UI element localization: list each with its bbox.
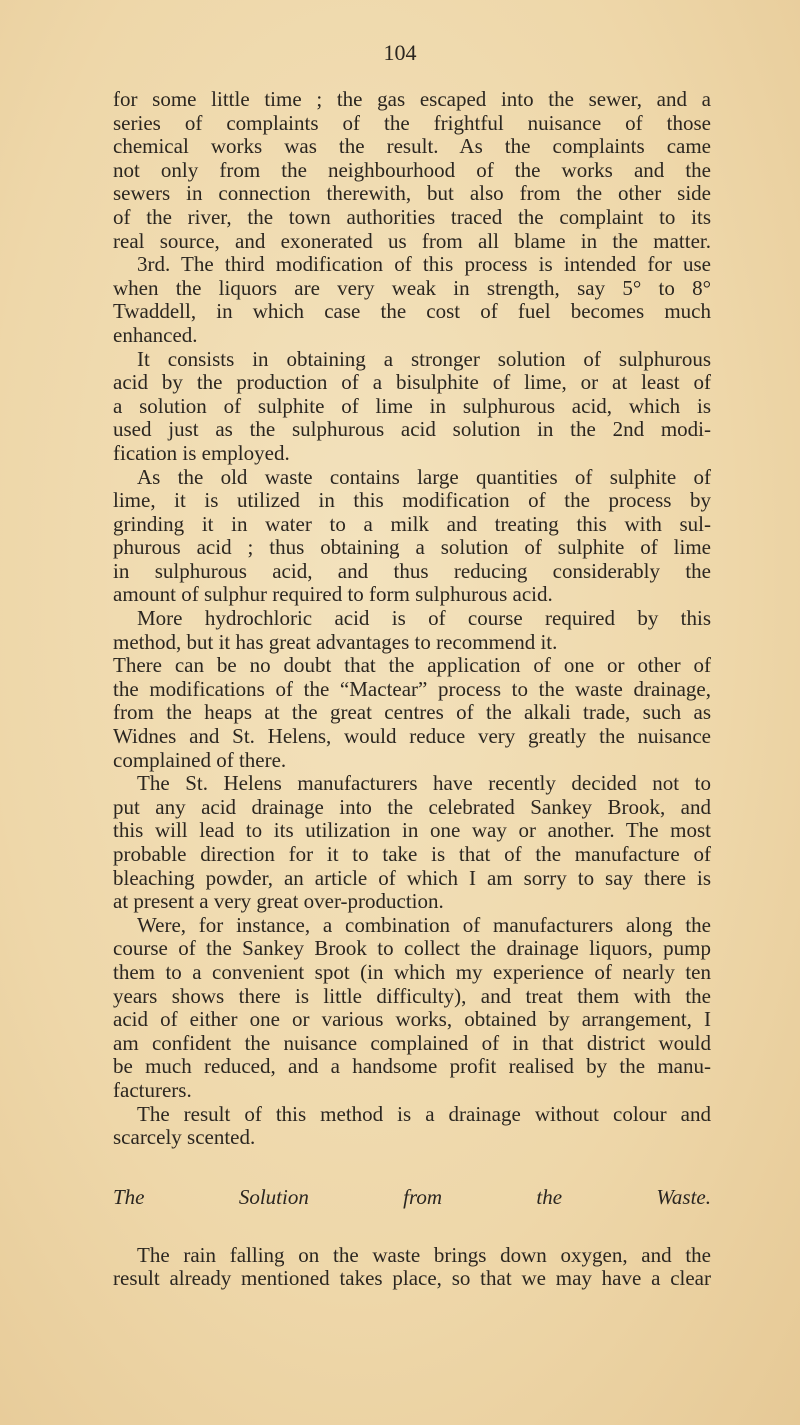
text-line: fication is employed. — [113, 440, 290, 465]
text-line: bleaching powder, an article of which I am sorry to say there is — [113, 865, 711, 890]
text-line: a solution of sulphite of lime in sulphurous acid, which is — [113, 393, 711, 418]
text-line: of the river, the town authorities traced the complaint to its — [113, 204, 711, 229]
body-text — [113, 88, 711, 1291]
text-line: am confident the nuisance complained of in that district would — [113, 1030, 711, 1055]
text-line: More hydrochloric acid is of course required by this — [137, 606, 711, 631]
text-line: sewers in connection therewith, but also from the other side — [113, 181, 711, 206]
text-line: enhanced. — [113, 322, 198, 347]
text-line: from the heaps at the great centres of the alkali trade, such as — [113, 700, 711, 725]
text-line: scarcely scented. — [113, 1125, 256, 1150]
text-line: when the liquors are very weak in strength, say 5° to 8° — [113, 275, 711, 300]
text-line: be much reduced, and a handsome profit realised by the manu- — [113, 1054, 711, 1079]
text-line: There can be no doubt that the application of one or other of — [113, 653, 711, 678]
text-line: method, but it has great advantages to recommend it. — [113, 629, 558, 654]
text-line: series of complaints of the frightful nuisance of those — [113, 110, 711, 135]
text-line: used just as the sulphurous acid solution in the 2nd modi- — [113, 417, 711, 442]
text-line: It consists in obtaining a stronger solution of sulphurous — [137, 346, 711, 371]
text-line: put any acid drainage into the celebrated Sankey Brook, and — [113, 794, 711, 819]
text-line: phurous acid ; thus obtaining a solution of sulphite of lime — [113, 535, 711, 560]
text-line: acid by the production of a bisulphite of lime, or at least of — [113, 370, 711, 395]
text-line: for some little time ; the gas escaped into the sewer, and a — [113, 87, 711, 111]
text-line: chemical works was the result. As the complaints came — [113, 134, 711, 159]
page-number: 104 — [383, 40, 417, 65]
text-line: facturers. — [113, 1077, 192, 1102]
text-line: the modifications of the “Mactear” process to the waste drainage, — [113, 676, 711, 701]
text-line: result already mentioned takes place, so that we may have a clear — [113, 1266, 711, 1291]
text-line: probable direction for it to take is that of the manufacture of — [113, 842, 711, 866]
text-line: not only from the neighbourhood of the works and the — [113, 157, 711, 182]
text-line: them to a convenient spot (in which my experience of nearly ten — [113, 959, 711, 984]
text-line: acid of either one or various works, obtained by arrangement, I — [113, 1007, 711, 1032]
text-line: 3rd. The third modification of this process is intended for use — [137, 252, 711, 277]
text-line: course of the Sankey Brook to collect the drainage liquors, pump — [113, 936, 711, 961]
text-line: grinding it in water to a milk and treating this with sul- — [113, 511, 711, 536]
text-line: in sulphurous acid, and thus reducing considerably the — [113, 558, 711, 583]
text-line: real source, and exonerated us from all blame in the matter. — [113, 228, 711, 253]
text-line: amount of sulphur required to form sulphurous acid. — [113, 582, 553, 607]
text-line: Twaddell, in which case the cost of fuel becomes much — [113, 299, 711, 324]
text-line: The St. Helens manufacturers have recently decided not to — [137, 771, 711, 796]
section-heading: The Solution from the Waste. — [113, 1184, 711, 1209]
text-line: The rain falling on the waste brings down oxygen, and the — [137, 1242, 711, 1267]
text-line: at present a very great over-production. — [113, 889, 444, 914]
text-line: The result of this method is a drainage without colour and — [137, 1101, 711, 1126]
text-line: lime, it is utilized in this modification of the process by — [113, 488, 711, 513]
text-line: As the old waste contains large quantities of sulphite of — [137, 464, 711, 489]
text-line: this will lead to its utilization in one way or another. The most — [113, 818, 711, 843]
text-line: years shows there is little difficulty), and treat them with the — [113, 983, 711, 1008]
text-line: complained of there. — [113, 747, 287, 772]
text-line: Were, for instance, a combination of manufacturers along the — [137, 912, 711, 937]
text-line: Widnes and St. Helens, would reduce very greatly the nuisance — [113, 724, 711, 749]
